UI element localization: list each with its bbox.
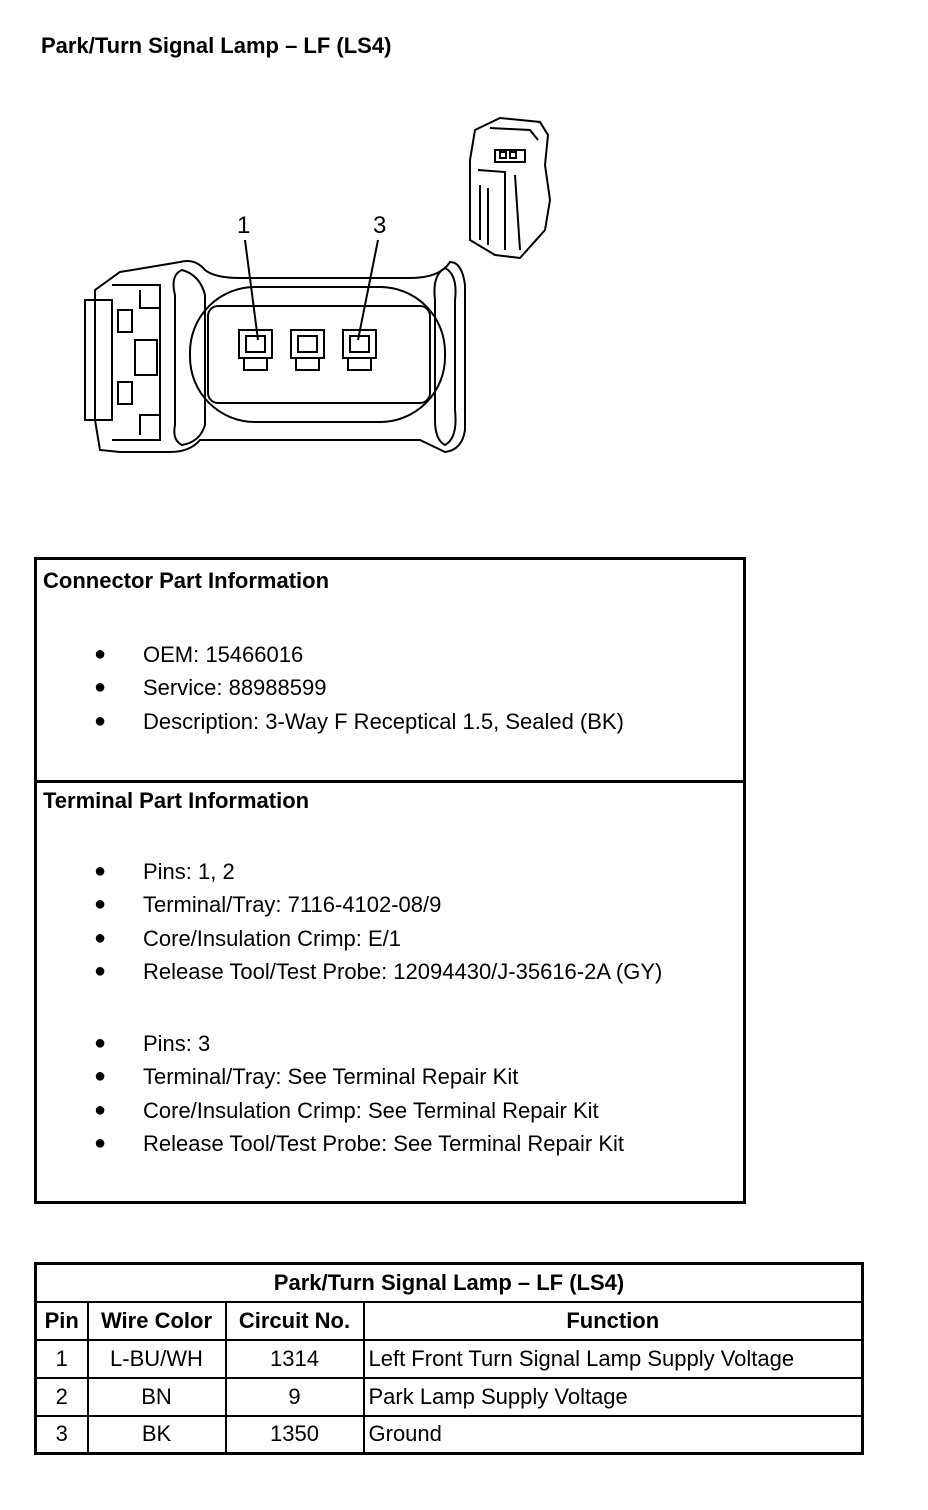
- connector-3d-icon: [470, 118, 550, 258]
- bullet-icon: ●: [94, 893, 107, 916]
- cell-wire-color: BK: [88, 1416, 226, 1454]
- cell-pin: 3: [36, 1416, 88, 1454]
- list-item: ● Release Tool/Test Probe: 12094430/J-35616-2A (GY): [37, 955, 743, 988]
- header-function: Function: [364, 1302, 863, 1340]
- list-item: ● Pins: 1, 2: [37, 855, 743, 888]
- cell-wire-color: L-BU/WH: [88, 1340, 226, 1378]
- terminal-info-list-1: [37, 855, 743, 988]
- bullet-icon: ●: [94, 1131, 107, 1154]
- cell-pin: 2: [36, 1378, 88, 1416]
- list-item: ● Release Tool/Test Probe: See Terminal Repair Kit: [37, 1127, 743, 1160]
- connector-info-list: [37, 638, 743, 738]
- bullet-icon: ●: [94, 1098, 107, 1121]
- list-item: ● Core/Insulation Crimp: E/1: [37, 922, 743, 955]
- list-item: ● Terminal/Tray: See Terminal Repair Kit: [37, 1060, 743, 1093]
- bullet-icon: ●: [94, 959, 107, 982]
- list-item: ● OEM: 15466016: [37, 638, 743, 671]
- table-header-row: [36, 1302, 863, 1340]
- bullet-icon: ●: [94, 926, 107, 949]
- bullet-icon: ●: [94, 643, 107, 665]
- cell-circuit-no: 9: [226, 1378, 364, 1416]
- cell-circuit-no: 1350: [226, 1416, 364, 1454]
- list-item: ● Service: 88988599: [37, 671, 743, 704]
- pinout-table: [34, 1262, 864, 1455]
- bullet-icon: ●: [94, 1065, 107, 1088]
- bullet-icon: ●: [94, 1032, 107, 1054]
- bullet-icon: ●: [94, 676, 107, 699]
- list-item: ● Pins: 3: [37, 1027, 743, 1060]
- list-item: ● Terminal/Tray: 7116-4102-08/9: [37, 888, 743, 921]
- table-row: [36, 1340, 863, 1378]
- terminal-info-heading: Terminal Part Information: [43, 788, 310, 813]
- connector-part-info: [37, 560, 743, 783]
- table-caption-row: [36, 1264, 863, 1302]
- cell-circuit-no: 1314: [226, 1340, 364, 1378]
- header-pin: Pin: [36, 1302, 88, 1340]
- header-wire-color: Wire Color: [88, 1302, 226, 1340]
- part-info-box: [34, 557, 746, 1204]
- terminal-info-list-2: [37, 1027, 743, 1160]
- table-caption: Park/Turn Signal Lamp – LF (LS4): [36, 1264, 863, 1302]
- terminal-2: [291, 330, 324, 370]
- connector-face: [85, 261, 465, 452]
- list-item: ● Core/Insulation Crimp: See Terminal Repair Kit: [37, 1094, 743, 1127]
- cell-pin: 1: [36, 1340, 88, 1378]
- terminal-part-info: [37, 780, 743, 1201]
- table-row: [36, 1378, 863, 1416]
- cell-function: Ground: [364, 1416, 863, 1454]
- connector-info-heading: Connector Part Information: [43, 568, 330, 593]
- header-circuit-no: Circuit No.: [226, 1302, 364, 1340]
- connector-diagram: [80, 110, 560, 470]
- cell-wire-color: BN: [88, 1378, 226, 1416]
- cell-function: Park Lamp Supply Voltage: [364, 1378, 863, 1416]
- list-item: ● Description: 3-Way F Receptical 1.5, Sealed (BK): [37, 705, 743, 738]
- terminal-3: [343, 330, 376, 370]
- bullet-icon: ●: [94, 860, 107, 882]
- bullet-icon: ●: [94, 709, 107, 732]
- pin-label-1: 1: [237, 212, 251, 239]
- cell-function: Left Front Turn Signal Lamp Supply Voltage: [364, 1340, 863, 1378]
- page-title: Park/Turn Signal Lamp – LF (LS4): [41, 33, 392, 58]
- pin-label-3: 3: [373, 212, 387, 239]
- table-row: [36, 1416, 863, 1454]
- terminal-1: [239, 330, 272, 370]
